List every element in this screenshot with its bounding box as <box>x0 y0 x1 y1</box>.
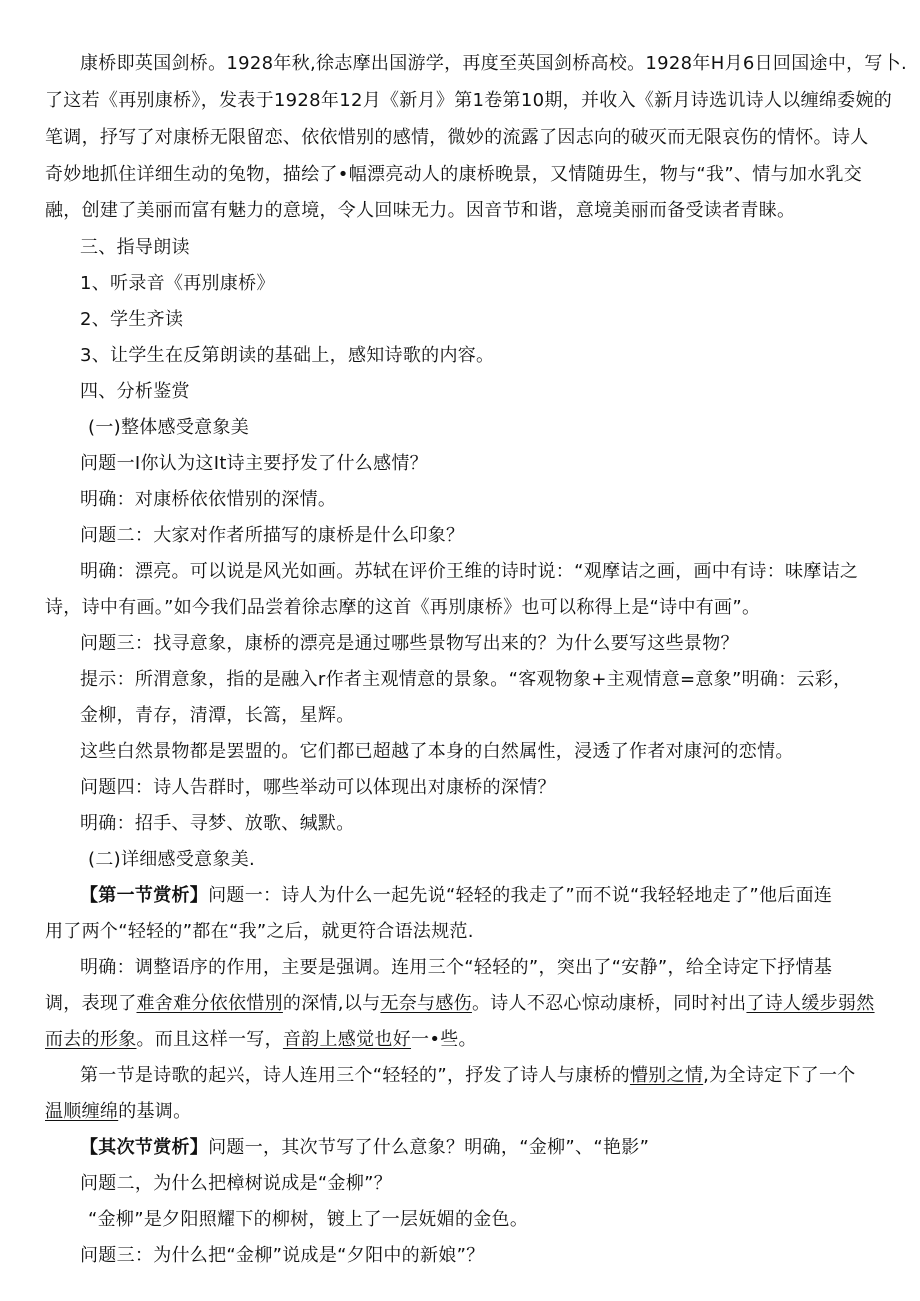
answer-section-1-line-3 <box>45 1028 477 1052</box>
answer-4: 明确：招手、寻梦、放歌、缄默。 <box>80 813 355 834</box>
hint-line-3: 这些白然景物都是罢盟的。它们都已超越了本身的白然属性，浸透了作者对康河的恋情。 <box>80 741 794 762</box>
list-item: 2、学生齐读 <box>80 309 184 330</box>
answer-section-1-line-2 <box>45 992 875 1016</box>
underlined-phrase: 无奈与感伤 <box>380 993 472 1014</box>
text-run: 第一节是诗歌的起兴，诗人连用三个“轻轻的”，抒发了诗人与康桥的 <box>80 1065 630 1086</box>
section-2-question: 问题一，其次节写了什么意象？明确，“金柳”、“艳影” <box>208 1137 650 1158</box>
summary-line-2 <box>45 1100 191 1124</box>
hint-line-1: 提示：所渭意象，指的是融入r作者主观情意的景象。“客观物象+主观情意=意象”明确：云彩， <box>80 669 852 690</box>
section-1-line-1 <box>80 884 832 908</box>
question-4: 问题四：诗人告群时，哪些举动可以体现出对康桥的深情？ <box>80 777 556 798</box>
section-1-tag: 【第一节赏析】 <box>80 885 209 906</box>
answer-1: 明确：对康桥依依惜别的深情。 <box>80 489 337 510</box>
text-run: ,为全诗定下了一个 <box>703 1065 856 1086</box>
answer-2b: “金柳”是夕阳照耀下的柳树，镀上了一层妩媚的金色。 <box>88 1209 529 1230</box>
section-heading-3: 三、指导朗读 <box>80 237 190 258</box>
text-run: 的深情,以与 <box>282 993 381 1014</box>
intro-line-3: 笔调，抒写了对康桥无限留恋、依依惜别的感情，微妙的流露了因志向的破灭而无限哀伤的情怀。诗人 <box>45 127 869 148</box>
subheading-1: (一)整体感受意象美 <box>88 417 250 438</box>
text-run: 。诗人不忍心惊动康桥，同时衬出 <box>471 993 747 1014</box>
hint-line-2: 金柳，青存，清潭，长篙，星辉。 <box>80 705 355 726</box>
question-2: 问题二：大家对作者所描写的康桥是什么印象？ <box>80 525 465 546</box>
text-run: 一•些。 <box>411 1029 477 1050</box>
text-run: 的基调。 <box>118 1101 192 1122</box>
list-item: 1、听录音《再別康桥》 <box>80 273 275 294</box>
underlined-phrase: 难舍难分依依惜別 <box>136 993 283 1014</box>
question-2b: 问题二，为什么把樟树说成是“金柳”？ <box>80 1173 393 1194</box>
section-2-line-1 <box>80 1136 649 1160</box>
answer-section-1-line-1: 明确：调整语序的作用，主要是强调。连用三个“轻轻的”，突出了“安静”，给全诗定下抒情基 <box>80 957 833 978</box>
intro-line-5: 融，创建了美丽而富有魅力的意境，令人回味无力。因音节和谐，意境美丽而备受读者青睐。 <box>45 200 796 221</box>
question-1: 问题一I你认为这It诗主要抒发了什么感情？ <box>80 453 428 474</box>
underlined-phrase: 了诗人缓步弱然 <box>746 993 875 1014</box>
intro-line-1: 康桥即英国剑桥。1928年秋,徐志摩出国游学，再度至英国剑桥高校。1928年H月6日回国途中，写卜. <box>80 53 908 74</box>
text-run: 。而且这样一写， <box>136 1029 283 1050</box>
answer-2-line-1: 明确：漂亮。可以说是风光如画。苏轼在评价王维的诗时说：“观摩诘之画，画中有诗：味摩诘之 <box>80 561 859 582</box>
underlined-phrase: 而去的形象 <box>45 1029 137 1050</box>
underlined-phrase: 音韵上感觉也好 <box>282 1029 412 1050</box>
intro-line-2: 了这若《再别康桥》，发表于1928年12月《新月》第1卷第10期，并收入《新月诗选讥诗人以缠绵委婉的 <box>45 90 893 111</box>
underlined-phrase: 懵别之情 <box>629 1065 704 1086</box>
underlined-phrase: 温顺缠绵 <box>45 1101 119 1122</box>
answer-2-line-2: 诗，诗中有画。”如今我们品尝着徐志摩的这首《再別康桥》也可以称得上是“诗中有画”。 <box>45 597 761 618</box>
section-heading-4: 四、分析鉴赏 <box>80 381 190 402</box>
question-3: 问题三：找寻意象，康桥的漂亮是通过哪些景物写出来的？为什么要写这些景物？ <box>80 633 739 654</box>
intro-line-4: 奇妙地抓住详细生动的兔物，描绘了•幅漂亮动人的康桥晚景，又情随毋生，物与“我”、情与加水乳交 <box>45 164 863 185</box>
question-3b: 问题三：为什么把“金柳”说成是“夕阳中的新娘”？ <box>80 1245 485 1266</box>
list-item: 3、让学生在反第朗读的基础上，感知诗歌的内容。 <box>80 345 495 366</box>
summary-line-1 <box>80 1064 856 1088</box>
section-1-line-2: 用了两个“轻轻的”都在“我”之后，就更符合语法规范. <box>45 921 474 942</box>
section-1-question: 问题一：诗人为什么一起先说“轻轻的我走了”而不说“我轻轻地走了”他后面连 <box>208 885 833 906</box>
subheading-2: (二)详细感受意象美. <box>88 849 256 870</box>
section-2-tag: 【其次节赏析】 <box>80 1137 209 1158</box>
text-run: 调，表现了 <box>45 993 137 1014</box>
